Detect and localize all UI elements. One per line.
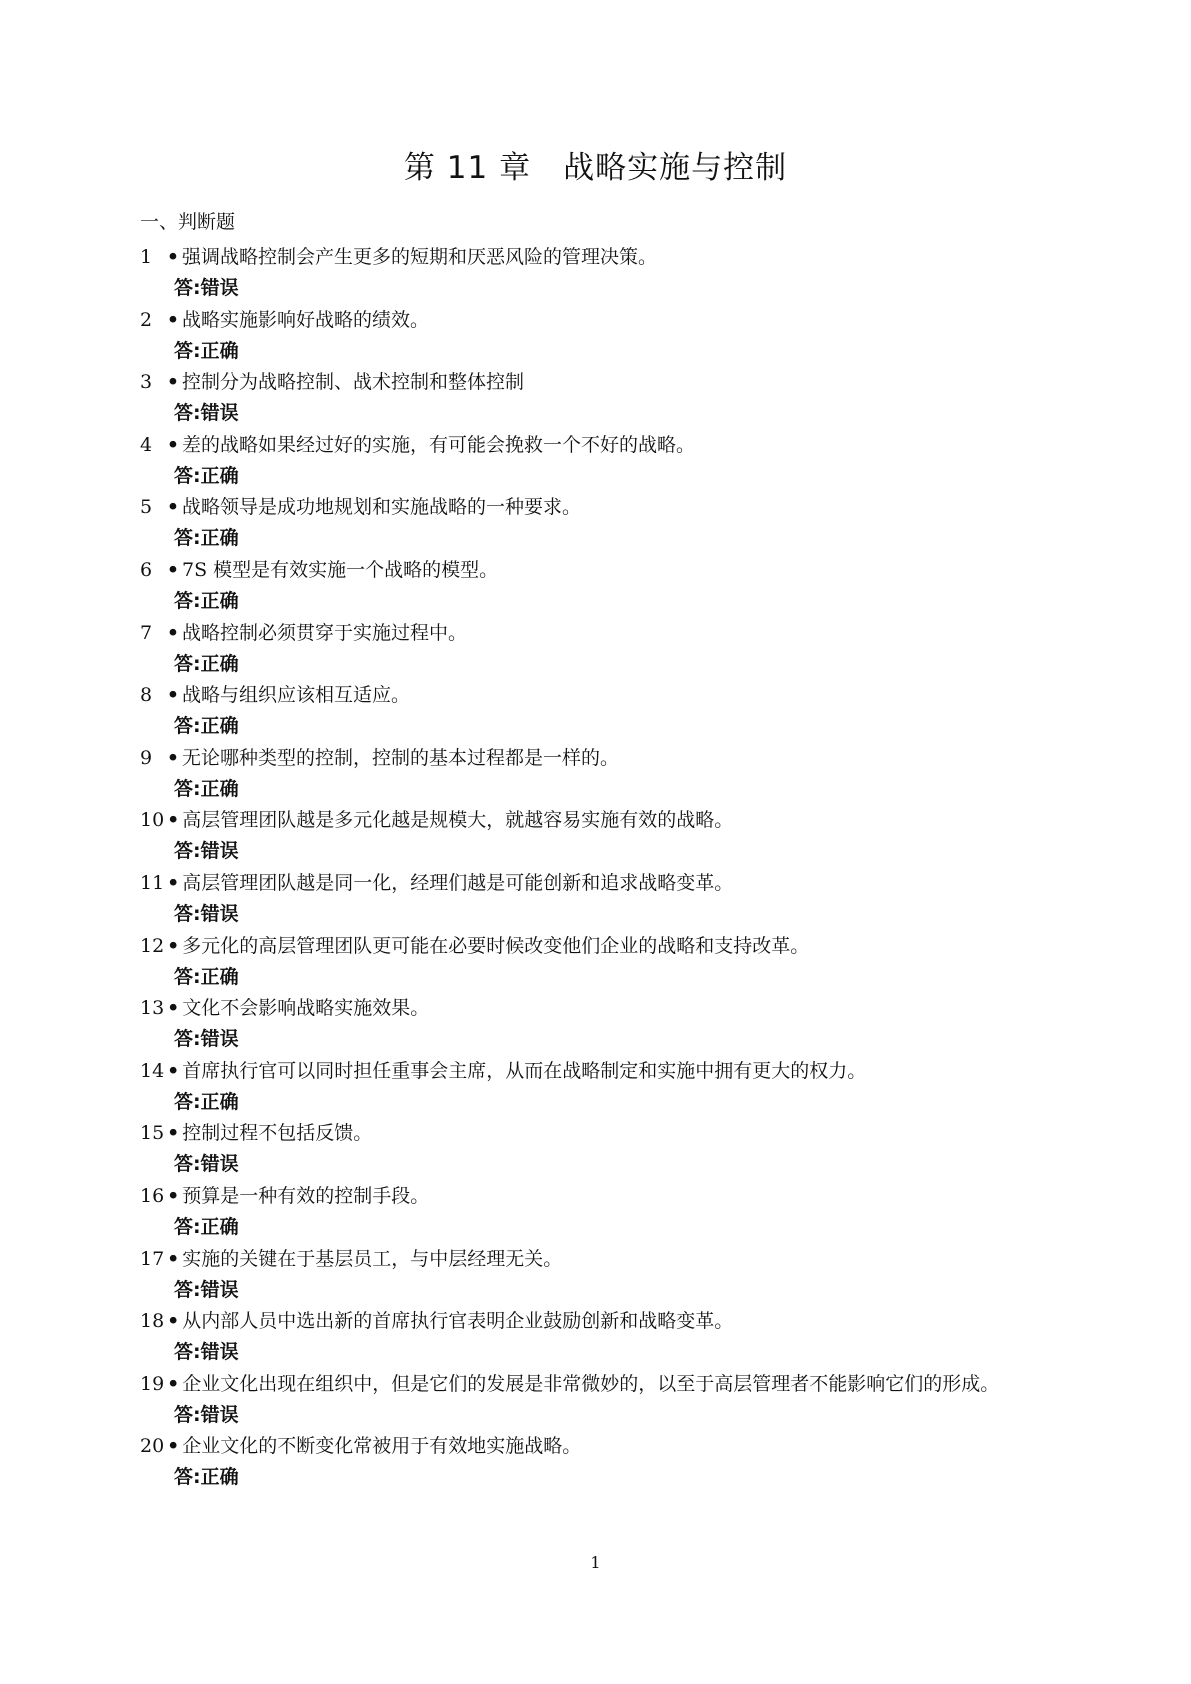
question-item <box>140 993 1100 1056</box>
question-line <box>140 1181 1100 1212</box>
answer-value: 正确 <box>200 464 239 487</box>
question-line <box>140 1369 1100 1400</box>
answer-line <box>140 523 1100 554</box>
question-text: 7S 模型是有效实施一个战略的模型。 <box>182 558 499 581</box>
answer-line <box>140 586 1100 617</box>
answer-prefix: 答: <box>174 1341 201 1364</box>
question-item <box>140 618 1100 681</box>
answer-value: 错误 <box>200 402 239 425</box>
answer-prefix: 答: <box>174 715 201 738</box>
answer-value: 错误 <box>200 1341 239 1364</box>
answer-line <box>140 1024 1100 1055</box>
question-line <box>140 242 1100 273</box>
question-text: 差的战略如果经过好的实施，有可能会挽救一个不好的战略。 <box>182 433 696 456</box>
answer-line <box>140 461 1100 492</box>
answer-prefix: 答: <box>174 589 201 612</box>
question-item <box>140 1118 1100 1181</box>
question-text: 战略控制必须贯穿于实施过程中。 <box>182 621 468 644</box>
question-text: 战略领导是成功地规划和实施战略的一种要求。 <box>182 496 582 519</box>
answer-value: 正确 <box>200 527 239 550</box>
question-line <box>140 367 1100 398</box>
question-line <box>140 1118 1100 1149</box>
answer-prefix: 答: <box>174 652 201 675</box>
question-text: 预算是一种有效的控制手段。 <box>182 1184 430 1207</box>
question-separator: • <box>166 433 180 456</box>
answer-value: 正确 <box>200 1090 239 1113</box>
answer-value: 正确 <box>200 589 239 612</box>
answer-line <box>140 1462 1100 1493</box>
answer-line <box>140 336 1100 367</box>
question-item <box>140 492 1100 555</box>
answer-prefix: 答: <box>174 965 201 988</box>
question-text: 从内部人员中选出新的首席执行官表明企业鼓励创新和战略变革。 <box>182 1310 734 1333</box>
question-separator: • <box>167 809 180 832</box>
question-number: 5 <box>140 496 153 519</box>
answer-prefix: 答: <box>174 902 201 925</box>
question-line <box>140 555 1100 586</box>
question-separator: • <box>167 1184 180 1207</box>
answer-line <box>140 1149 1100 1180</box>
answer-line <box>140 398 1100 429</box>
answer-value: 正确 <box>200 777 239 800</box>
question-number: 9 <box>140 746 153 769</box>
answer-line <box>140 899 1100 930</box>
answer-prefix: 答: <box>174 1215 201 1238</box>
answer-line <box>140 1087 1100 1118</box>
question-text: 企业文化的不断变化常被用于有效地实施战略。 <box>182 1435 582 1458</box>
question-line <box>140 680 1100 711</box>
answer-value: 正确 <box>200 1466 239 1489</box>
answer-prefix: 答: <box>174 402 201 425</box>
question-separator: • <box>166 558 180 581</box>
section-heading: 一、判断题 <box>140 211 236 233</box>
answer-line <box>140 273 1100 304</box>
question-item <box>140 367 1100 430</box>
question-item <box>140 743 1100 806</box>
answer-value: 正确 <box>200 652 239 675</box>
answer-value: 正确 <box>200 339 239 362</box>
page-number: 1 <box>590 1553 601 1572</box>
question-text: 无论哪种类型的控制，控制的基本过程都是一样的。 <box>182 746 620 769</box>
question-item <box>140 430 1100 493</box>
question-item <box>140 305 1100 368</box>
question-item <box>140 680 1100 743</box>
answer-prefix: 答: <box>174 1403 201 1426</box>
question-number: 12 <box>140 934 165 957</box>
answer-prefix: 答: <box>174 1466 201 1489</box>
question-number: 19 <box>140 1372 165 1395</box>
question-separator: • <box>166 371 180 394</box>
question-item <box>140 1431 1100 1494</box>
answer-value: 正确 <box>200 965 239 988</box>
question-line <box>140 1431 1100 1462</box>
question-text: 战略与组织应该相互适应。 <box>182 684 411 707</box>
question-number: 16 <box>140 1184 165 1207</box>
question-separator: • <box>167 997 180 1020</box>
answer-line <box>140 1400 1100 1431</box>
question-separator: • <box>167 1122 180 1145</box>
question-separator: • <box>167 1435 180 1458</box>
question-line <box>140 430 1100 461</box>
answer-prefix: 答: <box>174 464 201 487</box>
question-text: 企业文化出现在组织中，但是它们的发展是非常微妙的，以至于高层管理者不能影响它们的形成。 <box>182 1372 1000 1395</box>
answer-value: 错误 <box>200 277 239 299</box>
question-number: 11 <box>140 871 165 894</box>
question-item <box>140 931 1100 994</box>
question-number: 2 <box>140 308 153 331</box>
question-number: 13 <box>140 997 165 1020</box>
question-item <box>140 1306 1100 1369</box>
question-text: 首席执行官可以同时担任重事会主席，从而在战略制定和实施中拥有更大的权力。 <box>182 1059 867 1082</box>
answer-line <box>140 836 1100 867</box>
question-number: 8 <box>140 684 153 707</box>
question-line <box>140 1244 1100 1275</box>
question-line <box>140 618 1100 649</box>
question-number: 18 <box>140 1310 165 1333</box>
question-item <box>140 868 1100 931</box>
answer-line <box>140 962 1100 993</box>
question-text: 强调战略控制会产生更多的短期和厌恶风险的管理决策。 <box>182 246 658 268</box>
question-item <box>140 242 1100 305</box>
true-false-question-list <box>140 242 1100 1494</box>
question-item <box>140 1181 1100 1244</box>
answer-line <box>140 774 1100 805</box>
question-separator: • <box>167 1247 180 1270</box>
question-text: 战略实施影响好战略的绩效。 <box>182 308 430 331</box>
question-number: 15 <box>140 1122 165 1145</box>
answer-value: 错误 <box>200 840 239 863</box>
answer-value: 错误 <box>200 1028 239 1051</box>
question-number: 14 <box>140 1059 165 1082</box>
question-number: 10 <box>140 809 165 832</box>
question-separator: • <box>167 1310 180 1333</box>
question-line <box>140 492 1100 523</box>
answer-prefix: 答: <box>174 777 201 800</box>
answer-value: 错误 <box>200 902 239 925</box>
question-separator: • <box>166 496 180 519</box>
question-separator: • <box>166 746 180 769</box>
question-item <box>140 1369 1100 1432</box>
question-item <box>140 1244 1100 1307</box>
question-line <box>140 993 1100 1024</box>
question-text: 多元化的高层管理团队更可能在必要时候改变他们企业的战略和支持改革。 <box>182 934 810 957</box>
answer-value: 错误 <box>200 1153 239 1176</box>
answer-line <box>140 1275 1100 1306</box>
question-separator: • <box>166 308 180 331</box>
question-separator: • <box>166 684 180 707</box>
question-text: 高层管理团队越是多元化越是规模大，就越容易实施有效的战略。 <box>182 809 734 832</box>
answer-prefix: 答: <box>174 1278 201 1301</box>
chapter-title: 第 11 章 战略实施与控制 <box>403 150 788 186</box>
question-text: 控制分为战略控制、战术控制和整体控制 <box>182 371 525 394</box>
question-number: 7 <box>140 621 153 644</box>
answer-line <box>140 711 1100 742</box>
question-number: 6 <box>140 558 153 581</box>
answer-value: 错误 <box>200 1278 239 1301</box>
answer-prefix: 答: <box>174 1153 201 1176</box>
question-number: 3 <box>140 371 153 394</box>
question-number: 20 <box>140 1435 165 1458</box>
question-line <box>140 868 1100 899</box>
question-text: 文化不会影响战略实施效果。 <box>182 997 430 1020</box>
answer-value: 错误 <box>200 1403 239 1426</box>
question-number: 4 <box>140 433 153 456</box>
answer-value: 正确 <box>200 715 239 738</box>
question-separator: • <box>167 934 180 957</box>
answer-prefix: 答: <box>174 277 201 299</box>
answer-prefix: 答: <box>174 527 201 550</box>
question-separator: • <box>167 1059 180 1082</box>
answer-line <box>140 649 1100 680</box>
answer-prefix: 答: <box>174 339 201 362</box>
answer-line <box>140 1337 1100 1368</box>
question-text: 控制过程不包括反馈。 <box>182 1122 373 1145</box>
question-number: 1 <box>140 246 153 268</box>
answer-value: 正确 <box>200 1215 239 1238</box>
answer-prefix: 答: <box>174 840 201 863</box>
question-line <box>140 805 1100 836</box>
question-line <box>140 743 1100 774</box>
question-text: 实施的关键在于基层员工，与中层经理无关。 <box>182 1247 563 1270</box>
question-text: 高层管理团队越是同一化，经理们越是可能创新和追求战略变革。 <box>182 871 734 894</box>
question-item <box>140 805 1100 868</box>
question-line <box>140 305 1100 336</box>
answer-prefix: 答: <box>174 1090 201 1113</box>
answer-line <box>140 1212 1100 1243</box>
question-separator: • <box>167 871 180 894</box>
question-line <box>140 931 1100 962</box>
question-line <box>140 1306 1100 1337</box>
question-item <box>140 555 1100 618</box>
question-separator: • <box>166 621 180 644</box>
answer-prefix: 答: <box>174 1028 201 1051</box>
question-number: 17 <box>140 1247 165 1270</box>
question-separator: • <box>166 246 180 268</box>
question-item <box>140 1056 1100 1119</box>
question-separator: • <box>167 1372 180 1395</box>
question-line <box>140 1056 1100 1087</box>
